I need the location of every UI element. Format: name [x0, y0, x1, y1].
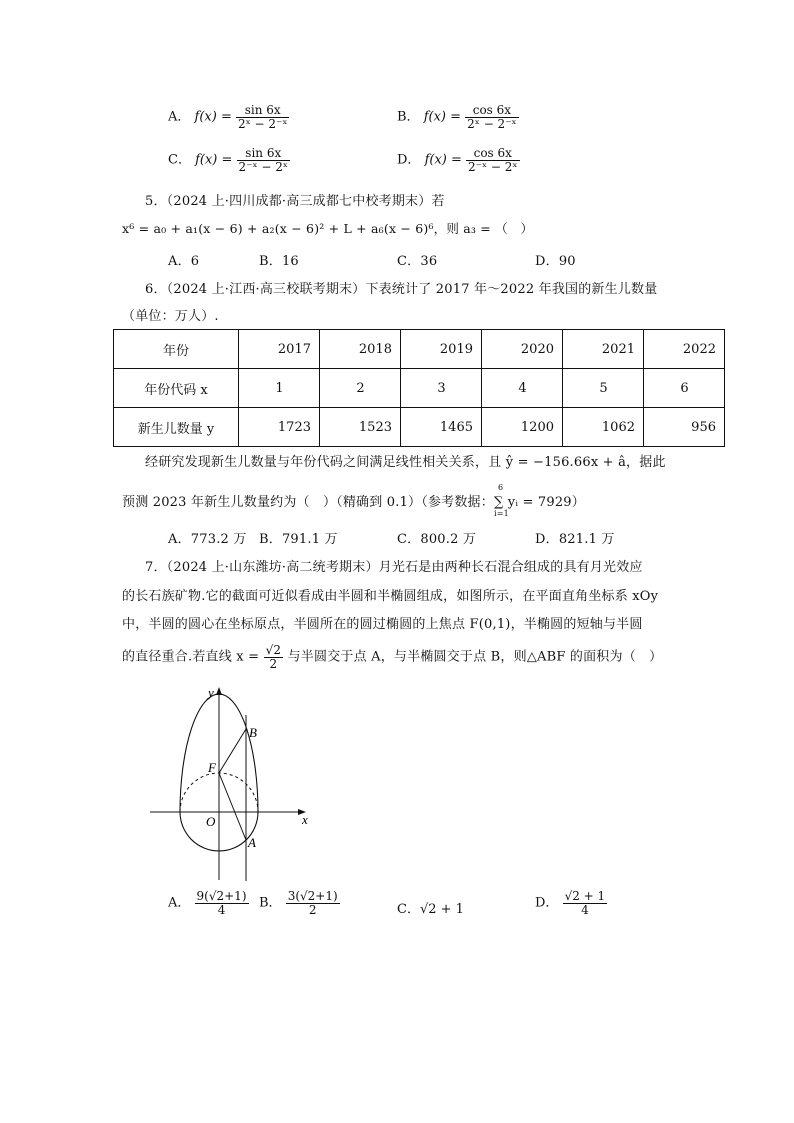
table-cell: 6	[644, 369, 725, 408]
q4-option-c	[168, 147, 290, 173]
q7-option-d	[535, 890, 607, 916]
table-cell: 2019	[401, 330, 482, 369]
q7-line-fraction	[264, 644, 284, 670]
table-cell: 4	[482, 369, 563, 408]
q7-option-a	[168, 890, 249, 916]
fraction-denominator: 2⁻ˣ − 2ˣ	[238, 159, 289, 174]
q5-option-b: B．16	[259, 254, 299, 269]
sum-value: ∑ yᵢ = 7929	[493, 495, 572, 510]
option-label: D．	[397, 152, 421, 168]
q7-line4-suffix: 与半圆交于点 A，与半椭圆交于点 B，则△ABF 的面积为（ ）	[287, 649, 663, 665]
table-cell: 2	[320, 369, 401, 408]
option-fraction	[237, 147, 290, 173]
table-cell: 1465	[401, 408, 482, 447]
label-x: x	[302, 812, 308, 827]
birth-data-table	[113, 329, 725, 447]
fraction-denominator: 2⁻ˣ − 2ˣ	[468, 159, 518, 174]
table-cell: 2022	[644, 330, 725, 369]
q7-line2: 的长石族矿物.它的截面可近似看成由半圆和半椭圆组成，如图所示，在平面直角坐标系 xOy	[122, 589, 659, 604]
label-f: F	[208, 760, 216, 775]
table-cell: 1062	[563, 408, 644, 447]
table-cell: 3	[401, 369, 482, 408]
option-label: A．	[168, 109, 191, 125]
segment-fa	[219, 773, 246, 840]
option-label: B．	[397, 109, 420, 125]
fraction-denominator: 2	[269, 656, 278, 671]
table-cell: 新生儿数量 y	[114, 408, 239, 447]
q6-stem-line2: （单位：万人）.	[122, 309, 219, 324]
q4-option-b	[397, 104, 519, 130]
option-label: B．	[259, 895, 282, 911]
table-row	[114, 408, 725, 447]
q7-line4	[122, 644, 662, 670]
q6-text-line2	[122, 483, 585, 518]
table-cell: 2021	[563, 330, 644, 369]
table-cell: 2020	[482, 330, 563, 369]
q5-option-a: A．6	[168, 254, 200, 269]
fraction-denominator: 2ˣ − 2⁻ˣ	[237, 116, 288, 131]
option-fraction	[465, 104, 518, 130]
option-fraction	[466, 147, 519, 173]
q6-option-c: C．800.2 万	[397, 532, 477, 547]
table-cell: 2018	[320, 330, 401, 369]
option-lhs: f(x) =	[424, 152, 462, 168]
q4-option-a	[168, 104, 289, 130]
option-fraction	[195, 890, 249, 916]
fraction-denominator: 2	[308, 902, 317, 917]
q7-option-c: C．√2 + 1	[397, 902, 464, 917]
option-label: C．	[168, 152, 191, 168]
q7-line3: 中，半圆的圆心在坐标原点，半圆所在的圆过椭圆的上焦点 F(0,1)，半椭圆的短轴与半圆	[122, 617, 643, 632]
q7-option-b	[259, 890, 340, 916]
table-cell: 1723	[239, 408, 320, 447]
option-label: D．	[535, 895, 559, 911]
fraction-denominator: 4	[581, 902, 589, 917]
option-lhs: f(x) =	[423, 109, 462, 125]
q5-formula: x⁶ = a₀ + a₁(x − 6) + a₂(x − 6)² + L + a₆(x − 6)⁶，则 a₃ = （ ）	[122, 221, 534, 236]
option-lhs: f(x) =	[194, 109, 232, 125]
table-cell: 1523	[320, 408, 401, 447]
table-row	[114, 330, 725, 369]
fraction-numerator: 3(√2+1)	[287, 889, 338, 903]
option-fraction	[286, 890, 340, 916]
sum-lower-limit: i=1	[493, 509, 509, 518]
table-cell: 1	[239, 369, 320, 408]
q6-text-line1: 经研究发现新生儿数量与年份代码之间满足线性相关关系，且 ŷ = −156.66x + â，据此	[145, 455, 666, 470]
sum-upper-limit: 6	[497, 483, 504, 492]
option-fraction	[563, 890, 608, 916]
option-fraction	[236, 104, 289, 130]
table-cell: 1200	[482, 408, 563, 447]
table-cell: 5	[563, 369, 644, 408]
moonstone-figure	[140, 685, 330, 885]
fraction-numerator: √2	[265, 643, 282, 657]
fraction-numerator: sin 6x	[236, 104, 289, 118]
fraction-denominator: 4	[217, 902, 226, 917]
table-cell: 956	[644, 408, 725, 447]
q6-sum-expression	[493, 483, 572, 518]
q5-option-c: C．36	[397, 254, 438, 269]
q6-text-suffix: ）	[571, 495, 585, 510]
table-cell: 年份	[114, 330, 239, 369]
fraction-numerator: cos 6x	[466, 147, 519, 161]
q6-option-a: A．773.2 万	[168, 532, 247, 547]
q6-option-d: D．821.1 万	[535, 532, 615, 547]
q6-text-prefix: 预测 2023 年新生儿数量约为（ ）（精确到 0.1）（参考数据：	[122, 495, 494, 510]
q5-stem: 5．（2024 上·四川成都·高三成都七中校考期末）若	[145, 194, 445, 209]
label-a: A	[248, 835, 256, 850]
q7-line4-prefix: 的直径重合.若直线 x =	[122, 649, 260, 665]
table-cell: 年份代码 x	[114, 369, 239, 408]
segment-fb	[219, 729, 246, 773]
label-b: B	[249, 725, 257, 740]
q6-option-b: B．791.1 万	[259, 532, 338, 547]
option-label: A．	[168, 895, 191, 911]
fraction-numerator: sin 6x	[237, 147, 290, 161]
table-row	[114, 369, 725, 408]
fraction-numerator: √2 + 1	[564, 889, 606, 903]
label-y: y	[208, 685, 214, 700]
table-cell: 2017	[239, 330, 320, 369]
fraction-denominator: 2ˣ − 2⁻ˣ	[467, 116, 517, 131]
fraction-numerator: 9(√2+1)	[196, 889, 247, 903]
option-lhs: f(x) =	[195, 152, 233, 168]
label-o: O	[206, 814, 216, 829]
q5-option-d: D．90	[535, 254, 576, 269]
q4-option-d	[397, 147, 520, 173]
fraction-numerator: cos 6x	[465, 104, 518, 118]
q7-line1: 7．（2024 上·山东潍坊·高二统考期末）月光石是由两种长石混合组成的具有月光效应	[145, 560, 643, 575]
q6-stem-line1: 6．（2024 上·江西·高三校联考期末）下表统计了 2017 年～2022 年我国的新生儿数量	[145, 282, 658, 297]
